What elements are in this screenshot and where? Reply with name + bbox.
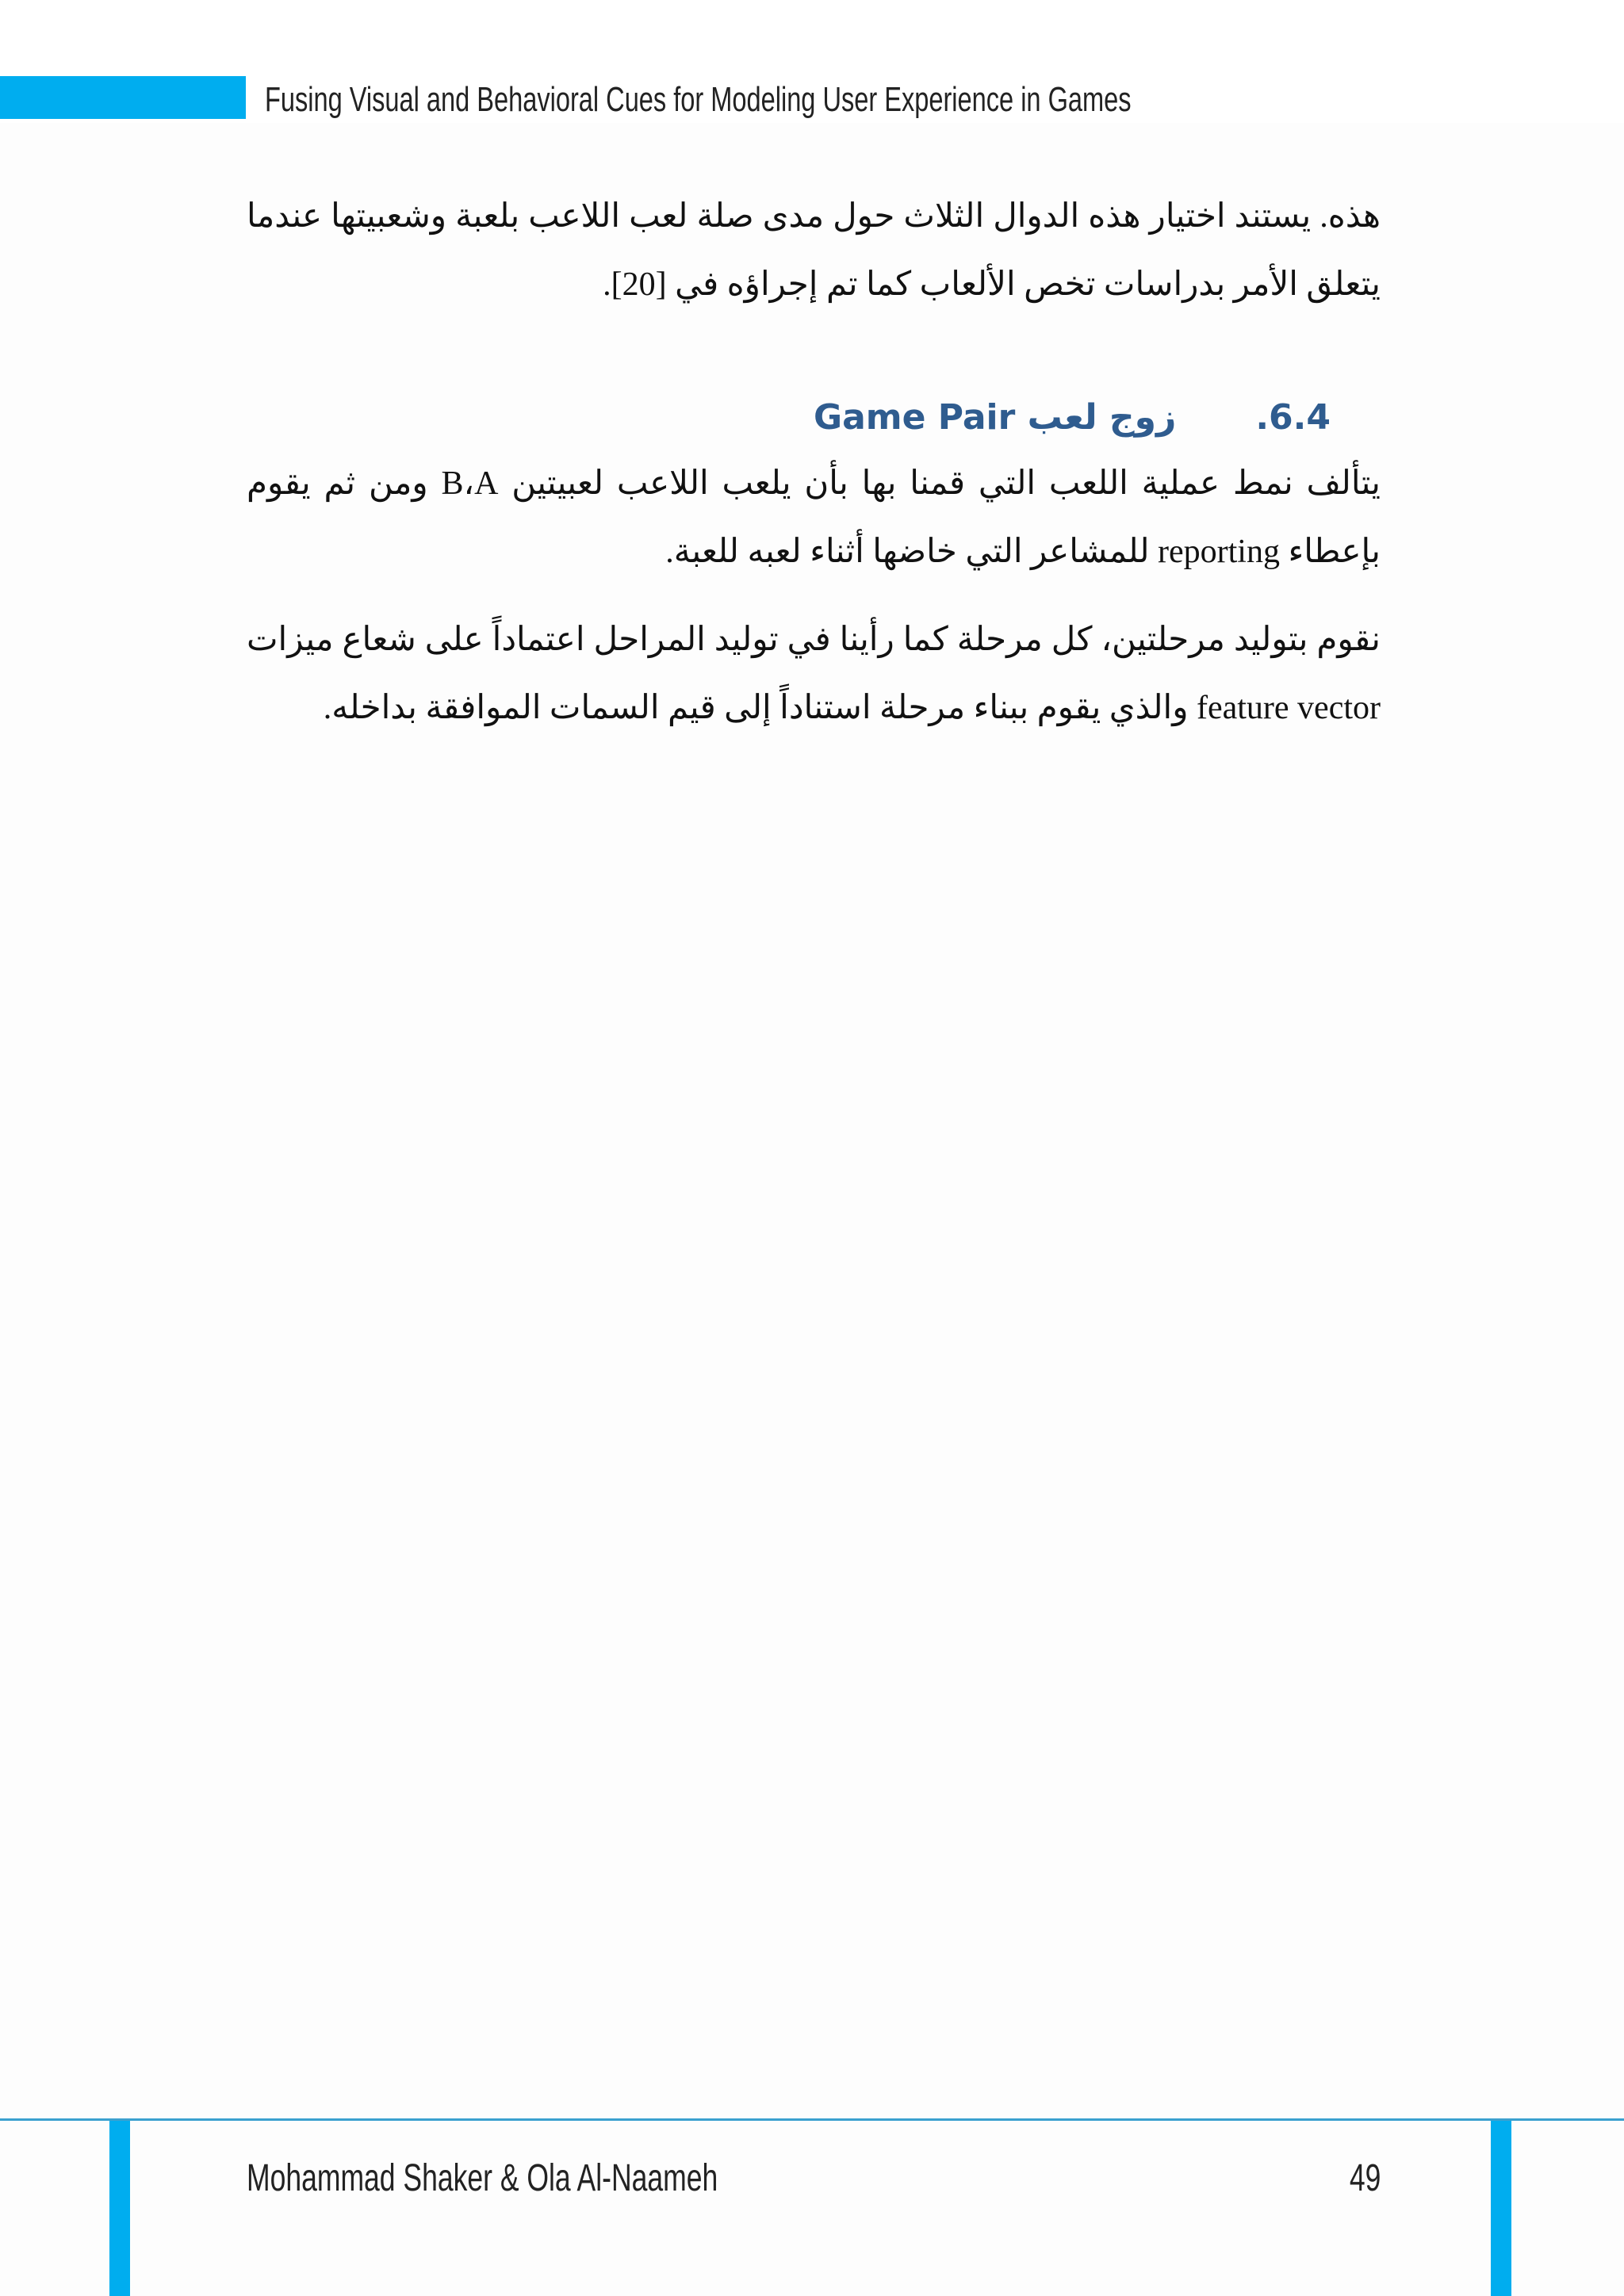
section-title-arabic: زوج لعب xyxy=(1027,397,1177,438)
body-paragraph-2: يتألف نمط عملية اللعب التي قمنا بها بأن يلعب اللاعب لعبيتين B،A ومن ثم يقوم بإعطاء reporting للمشاعر التي خاضها أثناء لعبه للعبة. xyxy=(247,465,1381,570)
running-header-title: Fusing Visual and Behavioral Cues for Modeling User Experience in Games xyxy=(265,80,1132,119)
footer-divider xyxy=(0,2118,1624,2121)
footer-authors: Mohammad Shaker & Ola Al-Naameh xyxy=(247,2157,718,2199)
footer-left-stripe xyxy=(109,2121,130,2296)
body-paragraph-3: نقوم بتوليد مرحلتين، كل مرحلة كما رأينا في توليد المراحل اعتماداً على شعاع ميزات feature vector والذي يقوم ببناء مرحلة استناداً إلى قيم السمات الموافقة بداخله. xyxy=(247,622,1381,726)
page-number: 49 xyxy=(1349,2157,1381,2199)
section-heading xyxy=(814,390,1331,446)
section-title-english: Game Pair xyxy=(813,397,1016,438)
footer-right-stripe xyxy=(1491,2121,1511,2296)
header-accent-bar xyxy=(0,76,246,119)
section-number: 6.4. xyxy=(1255,397,1331,438)
body-paragraph-1: هذه. يستند اختيار هذه الدوال الثلاث حول مدى صلة لعب اللاعب بلعبة وشعبيتها عندما يتعلق الأمر بدراسات تخص الألعاب كما تم إجراؤه في [20]. xyxy=(247,198,1381,303)
